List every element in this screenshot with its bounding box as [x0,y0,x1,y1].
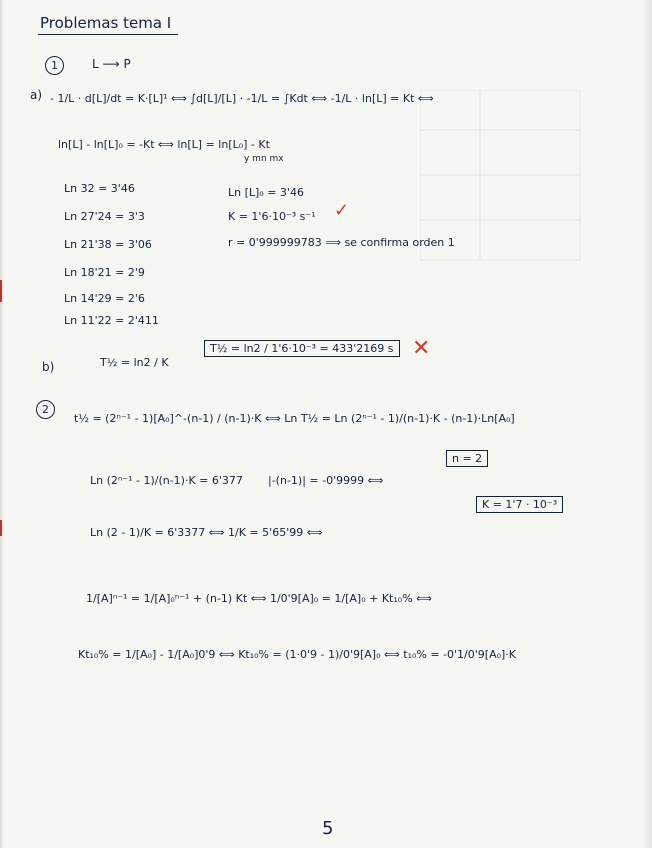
part-b-label: b) [42,360,55,374]
red-margin-mark [0,280,2,302]
n-boxed-result: n = 2 [446,450,488,467]
k-calculation: Ln (2 - 1)/K = 6'3377 ⟺ 1/K = 5'65'99 ⟺ [90,526,323,539]
ln-value-4: Ln 18'21 = 2'9 [64,266,145,279]
ln-value-3: Ln 21'38 = 3'06 [64,238,152,251]
page-right-shadow [642,0,652,848]
result-k: K = 1'6·10⁻³ s⁻¹ [228,210,316,223]
ln-value-2: Ln 27'24 = 3'3 [64,210,145,223]
half-life-general-equation: t½ = (2ⁿ⁻¹ - 1)[A₀]^-(n-1) / (n-1)·K ⟺ Ln T½ = Ln (2ⁿ⁻¹ - 1)/(n-1)·K - (n-1)·Ln[A₀] [74,412,515,425]
title-underline [38,34,178,35]
half-life-boxed-result: T½ = ln2 / 1'6·10⁻³ = 433'2169 s [204,340,400,357]
result-ln-l0: Ln [L]₀ = 3'46 [228,186,304,199]
regression-mapping: y mn mx [244,154,284,164]
rate-law-derivation: - 1/L · d[L]/dt = K·[L]¹ ⟺ ∫d[L]/[L] · -1/L = ∫Kdt ⟺ -1/L · ln[L] = Kt ⟺ [50,92,434,105]
reaction-scheme: L ⟶ P [92,57,131,71]
page-number: 5 [322,818,334,839]
problem-2-number: 2 [36,400,55,419]
integrated-rate-law: ln[L] - ln[L]₀ = -Kt ⟺ ln[L] = ln[L₀] - Kt [58,138,270,151]
integrated-nth-order-equation: 1/[A]ⁿ⁻¹ = 1/[A]₀ⁿ⁻¹ + (n-1) Kt ⟺ 1/0'9[A]₀ = 1/[A]₀ + Kt₁₀% ⟺ [86,592,432,605]
page-left-edge [0,0,4,848]
cross-mark-icon: ✕ [412,336,431,361]
k-boxed-result: K = 1'7 · 10⁻³ [476,496,563,513]
part-a-label: a) [30,88,43,102]
problem-1-number: 1 [45,56,64,75]
ln-value-6: Ln 11'22 = 2'411 [64,314,159,327]
slope-equation: |-(n-1)| = -0'9999 ⟺ [268,474,384,487]
page-title: Problemas tema I [40,14,172,32]
result-r: r = 0'999999783 ⟹ se confirma orden 1 [228,236,455,249]
red-margin-mark [0,520,2,536]
half-life-formula: T½ = ln2 / K [100,356,169,369]
intercept-equation: Ln (2ⁿ⁻¹ - 1)/(n-1)·K = 6'377 [90,474,243,487]
ln-value-5: Ln 14'29 = 2'6 [64,292,145,305]
t10-derivation: Kt₁₀% = 1/[A₀] - 1/[A₀]0'9 ⟺ Kt₁₀% = (1·0'9 - 1)/0'9[A]₀ ⟺ t₁₀% = -0'1/0'9[A₀]·K [78,648,517,661]
ln-value-1: Ln 32 = 3'46 [64,182,135,195]
check-mark-icon: ✓ [334,200,350,221]
